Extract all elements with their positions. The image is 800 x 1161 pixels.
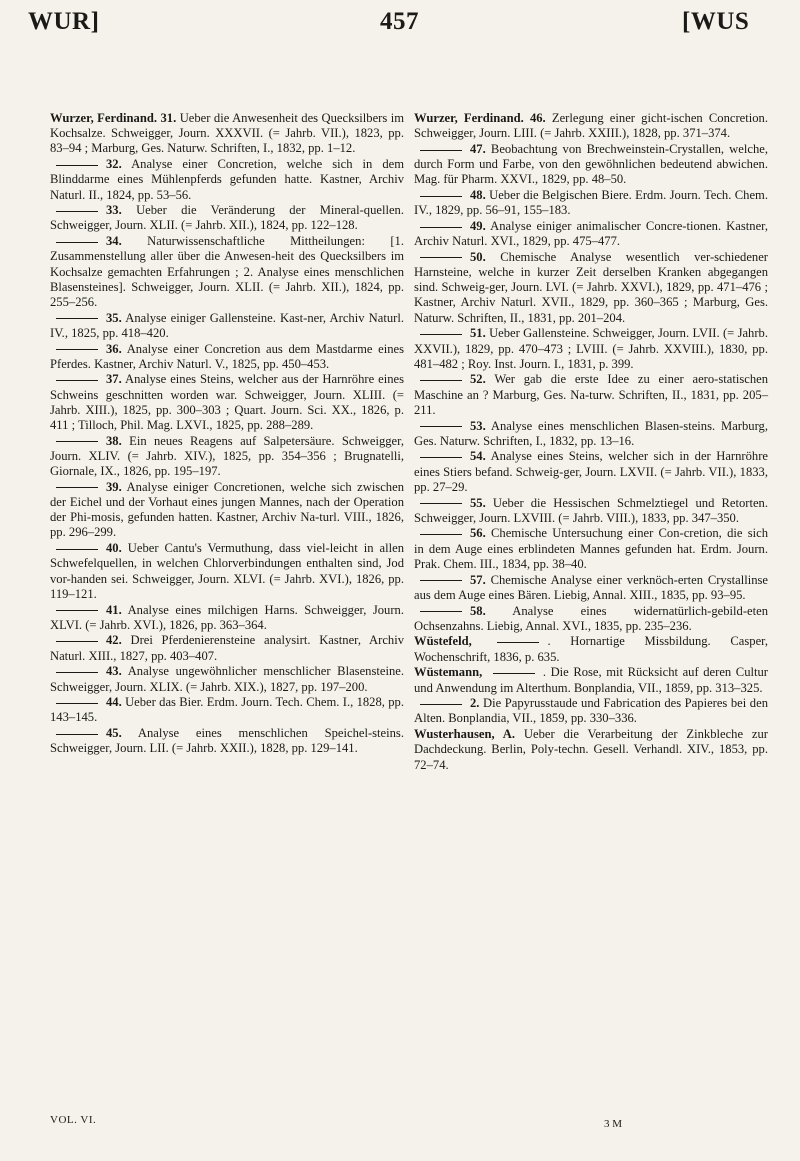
page-number: 457	[380, 8, 419, 35]
entry-text: Analyse einer Concretion, welche sich in dem Blinddarme eines Mühlenpferds gefunden hatte. Kastner, Archiv Naturl. II., 1824, pp. 53–56.	[50, 157, 404, 202]
entry-author: Wurzer, Ferdinand.	[414, 111, 524, 125]
entry-text: Analyse ungewöhnlicher menschlicher Blasensteine. Schweigger, Journ. XLIX. (= Jahrb. XIX.), 1827, pp. 197–200.	[50, 664, 404, 694]
entry-text: Analyse eines Steins, welcher aus der Harnröhre eines Schweins geschnitten worden war. Schweigger, Journ. XLIII. (= Jahrb. XIII.), 1825, pp. 300–303 ; Quart. Journ. Sci. XX., 1826, p. 411 ; Tilloch, Phil. Mag. LXVI., 1825, pp. 288–289.	[50, 372, 404, 433]
entry-author: Wusterhausen, A.	[414, 727, 516, 742]
ditto-dash	[420, 580, 462, 581]
entry-text: Analyse eines Steins, welcher sich in der Harnröhre eines Stiers befand. Schweig-ger, Journ. LXVII. (= Jahrb. VII.), 1833, pp. 27–29.	[414, 449, 768, 494]
bibliography-entry	[50, 111, 404, 157]
entry-number: 55.	[470, 495, 486, 510]
entry-text: Analyse eines milchigen Harns. Schweigger, Journ. XLVI. (= Jahrb. XVI.), 1826, pp. 363–364.	[50, 602, 404, 632]
bibliography-entry	[50, 342, 404, 372]
bibliography-entry	[414, 111, 768, 141]
ditto-dash	[56, 211, 98, 212]
entry-text: Analyse eines menschlichen Speichel-steins. Schweigger, Journ. LII. (= Jahrb. XXII.), 1828, pp. 129–141.	[50, 726, 404, 756]
entry-text: Analyse eines widernatürlich-gebild-eten Ochsenzahns. Liebig, Annal. XVI., 1835, pp. 235–236.	[414, 603, 768, 633]
bibliography-entry	[50, 372, 404, 433]
entry-number: 48.	[470, 188, 486, 203]
entry-text: Naturwissenschaftliche Mittheilungen: [1. Zusammenstellung aller über die Anwesen-heit des Quecksilbers im Kochsalze gemachten Erfahrungen ; 2. Analyse eines menschlichen Blasensteines]. Schweigger, Journ. XLII. (= Jahrb. XII.), 1824, pp. 255–256.	[50, 234, 404, 309]
bibliography-entry	[50, 726, 404, 756]
header-left-guide: WUR]	[28, 8, 100, 35]
entry-text: Ueber die Veränderung der Mineral-quellen. Schweigger, Journ. XLII. (= Jahrb. XII.), 1824, pp. 122–128.	[50, 203, 404, 233]
entry-number: 45.	[106, 726, 122, 741]
entry-text: Ueber das Bier. Erdm. Journ. Tech. Chem. I., 1828, pp. 143–145.	[50, 695, 404, 725]
signature-mark: 3 M	[604, 1118, 623, 1130]
entry-text: Ueber die Verarbeitung der Zinkbleche zur Dachdeckung. Berlin, Poly-techn. Gesell. Verhandl. XIV., 1853, pp. 72–74.	[414, 727, 768, 772]
bibliography-entry	[414, 604, 768, 634]
bibliography-entry	[414, 696, 768, 726]
ditto-dash	[420, 257, 462, 258]
entry-number: 40.	[106, 541, 122, 556]
ditto-dash	[420, 334, 462, 335]
bibliography-entry	[50, 603, 404, 633]
ditto-dash	[497, 642, 539, 643]
ditto-dash	[56, 242, 98, 243]
entry-number: 50.	[470, 249, 486, 264]
ditto-dash	[420, 457, 462, 458]
bibliography-entry	[50, 157, 404, 203]
ditto-dash	[56, 487, 98, 488]
bibliography-entry	[50, 434, 404, 480]
right-column	[414, 111, 768, 773]
entry-number: 42.	[106, 633, 122, 648]
entry-text: Ueber Cantu's Vermuthung, dass viel-leicht in allen Schwefelquellen, in welchen Chlorverbindungen enthalten sind, Jod vor-handen sei. Schweigger, Journ. XLVI. (= Jahrb. XVI.), 1826, pp. 119–121.	[50, 541, 404, 601]
entry-number: 49.	[470, 218, 486, 233]
entry-text: Chemische Analyse wesentlich ver-schiedener Harnsteine, welche in kurzer Zeit derselben Kranken abgegangen sind. Schweig-ger, Journ. LVI. (= Jahrb. XXVI.), 1829, pp. 471–476 ; Kastner, Archiv Naturl. XVII., 1829, pp. 360–365 ; Marburg, Ges. Naturw. Schriften, II., 1831, pp. 201–204.	[414, 249, 768, 325]
bibliography-entry	[414, 573, 768, 603]
bibliography-entry	[414, 419, 768, 449]
entry-text: Chemische Untersuchung einer Con-cretion, die sich in dem Auge eines erblindeten Mannes gefunden hat. Erdm. Journ. Prak. Chem. III., 1834, pp. 38–40.	[414, 526, 768, 571]
bibliography-entry	[414, 449, 768, 495]
entry-author: Wüstefeld,	[414, 634, 472, 649]
bibliography-entry	[414, 142, 768, 188]
entry-text: . Die Rose, mit Rücksicht auf deren Cultur und Anwendung im Alterthum. Bonplandia, VII., 1859, pp. 313–325.	[414, 665, 768, 695]
entry-number: 51.	[470, 326, 486, 341]
ditto-dash	[420, 503, 462, 504]
entry-number: 33.	[106, 203, 122, 218]
entry-number: 36.	[106, 341, 122, 356]
bibliography-entry	[414, 250, 768, 326]
entry-text: Ueber die Anwesenheit des Quecksilbers im Kochsalze. Schweigger, Journ. XXXVII. (= Jahrb. VII.), 1823, pp. 83–94 ; Marburg, Ges. Naturw. Schriften, I., 1832, pp. 1–12.	[50, 111, 405, 156]
entry-number: 37.	[106, 372, 122, 387]
bibliography-entry	[50, 203, 404, 233]
ditto-dash	[56, 610, 98, 611]
bibliography-entry	[50, 695, 404, 725]
entry-number: 52.	[470, 372, 486, 387]
bibliography-entry	[50, 664, 404, 694]
ditto-dash	[420, 227, 462, 228]
bibliography-entry	[414, 326, 768, 372]
page-header	[0, 8, 800, 38]
bibliography-entry	[414, 665, 768, 695]
entry-text: Ueber die Belgischen Biere. Erdm. Journ. Tech. Chem. IV., 1829, pp. 56–91, 155–183.	[414, 188, 768, 218]
ditto-dash	[56, 641, 98, 642]
ditto-dash	[420, 196, 462, 197]
bibliography-entry	[414, 219, 768, 249]
ditto-dash	[56, 165, 98, 166]
entry-text: Ein neues Reagens auf Salpetersäure. Schweigger, Journ. XLIV. (= Jahrb. XIV.), 1825, pp. 354–356 ; Brugnatelli, Giornale, IX., 1826, pp. 195–197.	[50, 433, 404, 479]
entry-number: 53.	[470, 418, 486, 433]
volume-label: VOL. VI.	[50, 1114, 97, 1126]
entry-number: 46.	[529, 111, 546, 125]
bibliography-entry	[414, 526, 768, 572]
ditto-dash	[56, 703, 98, 704]
entry-number: 56.	[470, 526, 486, 541]
bibliography-entry	[414, 188, 768, 218]
ditto-dash	[420, 611, 462, 612]
entry-number: 31.	[160, 111, 177, 125]
entry-number: 32.	[106, 157, 122, 172]
entry-number: 57.	[470, 572, 486, 587]
ditto-dash	[56, 672, 98, 673]
entry-number: 54.	[470, 449, 486, 464]
ditto-dash	[56, 549, 98, 550]
ditto-dash	[420, 704, 462, 705]
entry-text: Zerlegung einer gicht-ischen Concretion. Schweigger, Journ. LIII. (= Jahrb. XXIII.), 1828, pp. 371–374.	[414, 111, 768, 141]
entry-number: 43.	[106, 664, 122, 679]
entry-text: Wer gab die erste Idee zu einer aero-statischen Maschine an ? Marburg, Ges. Na-turw. Schriften, II., 1831, pp. 205–211.	[414, 372, 769, 417]
entry-text: . Hornartige Missbildung. Casper, Wochenschrift, 1836, p. 635.	[414, 634, 769, 664]
entry-number: 35.	[106, 310, 122, 325]
entry-number: 39.	[106, 479, 122, 494]
bibliography-entry	[414, 372, 768, 418]
entry-number: 47.	[470, 141, 486, 156]
ditto-dash	[420, 150, 462, 151]
entry-text: Die Papyrusstaude und Fabrication des Papieres bei den Alten. Bonplandia, VII., 1859, pp. 330–336.	[414, 696, 768, 726]
entry-text: Analyse einer Concretion aus dem Mastdarme eines Pferdes. Kastner, Archiv Naturl. V., 1825, pp. 450–453.	[50, 341, 404, 371]
left-column	[50, 111, 404, 757]
ditto-dash	[493, 673, 535, 674]
entry-number: 41.	[106, 602, 122, 617]
ditto-dash	[420, 534, 462, 535]
ditto-dash	[420, 380, 462, 381]
bibliography-entry	[50, 480, 404, 541]
ditto-dash	[56, 349, 98, 350]
ditto-dash	[420, 426, 462, 427]
entry-author: Wüstemann,	[414, 665, 483, 680]
entry-number: 58.	[470, 603, 486, 618]
entry-number: 2.	[470, 696, 480, 711]
entry-number: 38.	[106, 433, 122, 448]
entry-author: Wurzer, Ferdinand.	[50, 111, 158, 125]
entry-text: Analyse einiger animalischer Concre-tionen. Kastner, Archiv Naturl. XVI., 1829, pp. 475–477.	[414, 218, 768, 249]
entry-text: Analyse einiger Concretionen, welche sich zwischen der Eichel und der Vorhaut eines jungen Mannes, nach der Operation der Phi-mosis, gefunden hatten. Kastner, Archiv Na-turl. VIII., 1826, pp. 296–299.	[50, 479, 404, 540]
entry-text: Beobachtung von Brechweinstein-Crystallen, welche, durch Form und Farbe, von den gewöhnlichen bedeutend abwichen. Mag. für Pharm. XXVI., 1829, pp. 48–50.	[414, 141, 768, 187]
entry-text: Analyse einiger Gallensteine. Kast-ner, Archiv Naturl. IV., 1825, pp. 418–420.	[50, 310, 404, 340]
bibliography-entry	[414, 634, 768, 664]
bibliography-entry	[50, 633, 404, 663]
entry-text: Chemische Analyse einer verknöch-erten Crystallinse aus dem Auge eines Bären. Liebig, Annal. XIII., 1835, pp. 93–95.	[414, 572, 768, 602]
ditto-dash	[56, 318, 98, 319]
bibliography-entry	[414, 496, 768, 526]
entry-number: 44.	[106, 695, 122, 710]
bibliography-entry	[50, 311, 404, 341]
entry-text: Ueber die Hessischen Schmelztiegel und Retorten. Schweigger, Journ. LXVIII. (= Jahrb. VIII.), 1833, pp. 347–350.	[414, 495, 768, 525]
entry-number: 34.	[106, 234, 122, 249]
ditto-dash	[56, 734, 98, 735]
bibliography-entry	[50, 541, 404, 602]
header-right-guide: [WUS	[682, 8, 750, 35]
entry-text: Analyse eines menschlichen Blasen-steins. Marburg, Ges. Naturw. Schriften, I., 1832, pp. 13–16.	[414, 418, 768, 448]
bibliography-entry	[50, 234, 404, 310]
entry-text: Ueber Gallensteine. Schweigger, Journ. LVII. (= Jahrb. XXVII.), 1829, pp. 470–473 ; LVIII. (= Jahrb. XXVIII.), 1830, pp. 481–482 ; Roy. Inst. Journ. I., 1831, p. 399.	[414, 326, 768, 371]
ditto-dash	[56, 441, 98, 442]
entry-text: Drei Pferdenierensteine analysirt. Kastner, Archiv Naturl. XIII., 1827, pp. 403–407.	[50, 633, 404, 663]
bibliography-entry	[414, 727, 768, 773]
ditto-dash	[56, 380, 98, 381]
